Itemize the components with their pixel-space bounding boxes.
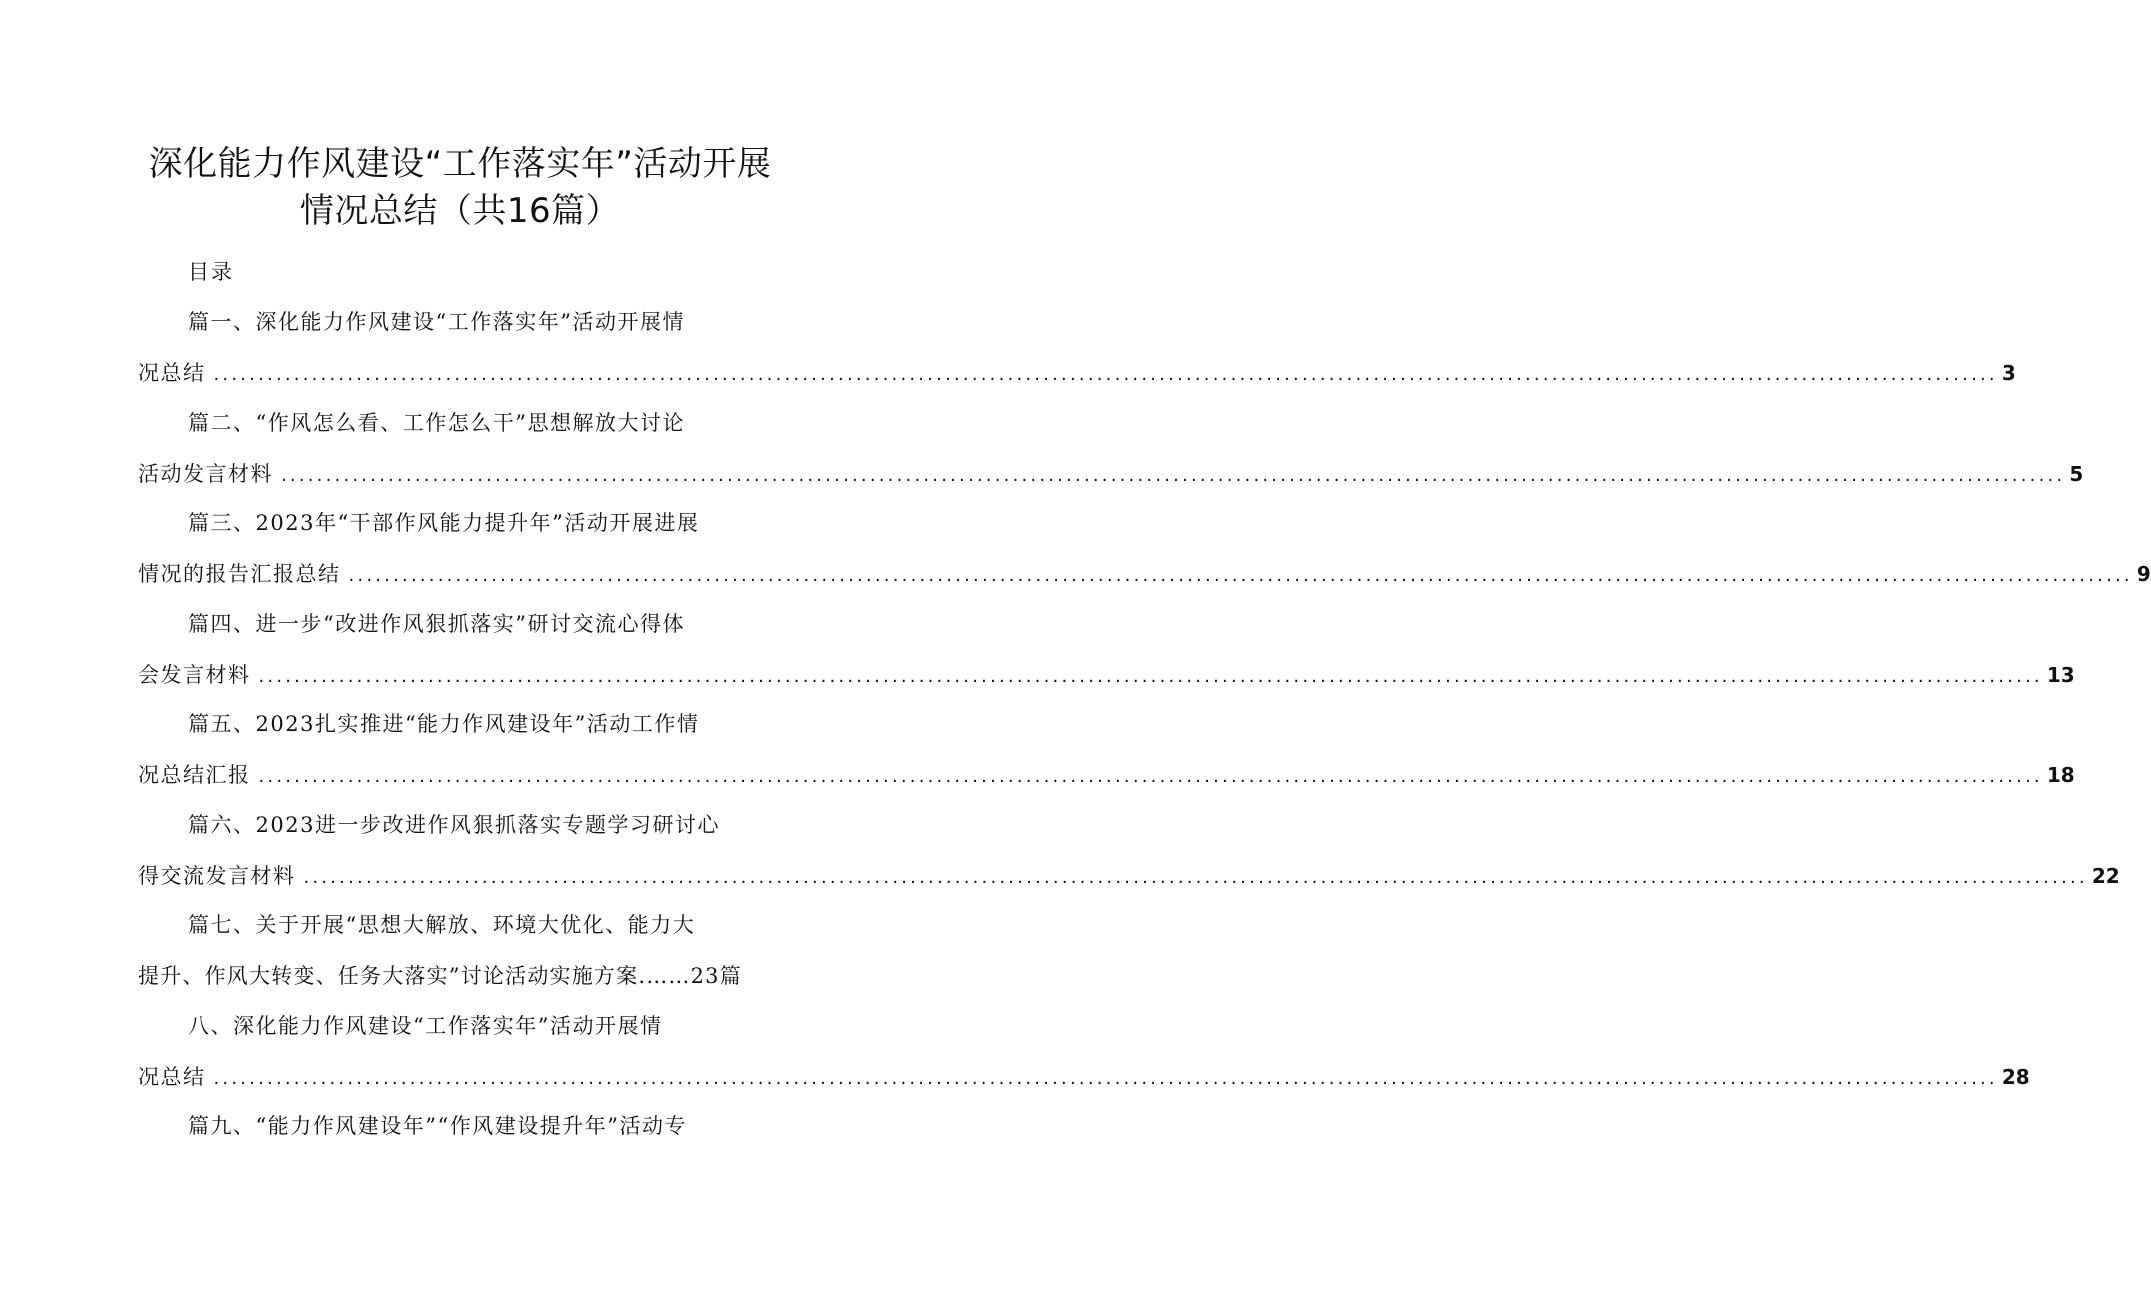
toc-entry-title-continued: 况总结 (138, 361, 206, 385)
toc-entry-continuation[interactable]: 提升、作风大转变、任务大落实”讨论活动实施方案.……23篇 (138, 964, 742, 988)
toc-page-number: 18 (2046, 763, 2075, 787)
toc-entry-title[interactable]: 篇六、2023进一步改进作风狠抓落实专题学习研讨心 (188, 812, 720, 837)
toc-entry-continuation[interactable] (138, 1061, 2030, 1091)
toc-page-number: 13 (2046, 662, 2075, 687)
toc-heading: 目录 (188, 260, 234, 284)
toc-entry-title[interactable]: 篇五、2023扎实推进“能力作风建设年”活动工作情 (188, 712, 700, 736)
toc-entry-title[interactable]: 篇七、关于开展“思想大解放、环境大优化、能力大 (188, 913, 696, 937)
toc-leader-dots: ........................................................................................................................................................................................................ (303, 866, 2088, 888)
toc-leader-dots: ........................................................................................................................................................................................................ (258, 766, 2043, 787)
toc-entry-title[interactable]: 篇九、“能力作风建设年”“作风建设提升年”活动专 (188, 1114, 687, 1138)
toc-entry-continuation[interactable] (138, 759, 2075, 789)
toc-entry-title[interactable]: 篇二、“作风怎么看、工作怎么干”思想解放大讨论 (188, 410, 685, 435)
toc-leader-dots: ........................................................................................................................................................................................................ (348, 565, 2133, 586)
toc-page-number: 3 (2001, 361, 2016, 385)
toc-page-number: 22 (2091, 863, 2120, 888)
toc-entry-continuation[interactable] (138, 558, 2151, 588)
toc-entry-title-continued: 况总结 (138, 1064, 206, 1089)
toc-entry-continuation[interactable] (138, 860, 2120, 890)
toc-entry-title[interactable]: 篇三、2023年“干部作风能力提升年”活动开展进展 (188, 511, 700, 535)
toc-entry-title[interactable]: 篇一、深化能力作风建设“工作落实年”活动开展情 (188, 310, 685, 334)
toc-leader-dots: ........................................................................................................................................................................................................ (258, 665, 2043, 687)
toc-leader-dots: ........................................................................................................................................................................................................ (281, 464, 2066, 486)
document-title-line-2: 情况总结（共16篇） (299, 191, 621, 231)
toc-page-number: 9 (2136, 562, 2151, 586)
toc-entry-title-continued: 会发言材料 (138, 662, 251, 687)
toc-entry-continuation[interactable] (138, 659, 2075, 689)
toc-entry-title-continued: 活动发言材料 (138, 461, 273, 486)
toc-leader-dots: ........................................................................................................................................................................................................ (213, 1067, 1998, 1089)
toc-entry-title-continued: 情况的报告汇报总结 (138, 562, 341, 586)
document-title-line-1: 深化能力作风建设“工作落实年”活动开展 (148, 144, 772, 184)
toc-entry-continuation[interactable] (138, 357, 2016, 387)
toc-page-number: 28 (2001, 1064, 2030, 1089)
toc-entry-title[interactable]: 八、深化能力作风建设“工作落实年”活动开展情 (188, 1013, 663, 1038)
toc-entry-title-continued: 况总结汇报 (138, 763, 251, 787)
toc-entry-title[interactable]: 篇四、进一步“改进作风狠抓落实”研讨交流心得体 (188, 611, 685, 636)
toc-entry-continuation[interactable] (138, 458, 2084, 488)
toc-page-number: 5 (2069, 461, 2084, 486)
toc-leader-dots: ........................................................................................................................................................................................................ (213, 364, 1998, 385)
toc-entry-title-continued: 得交流发言材料 (138, 863, 296, 888)
